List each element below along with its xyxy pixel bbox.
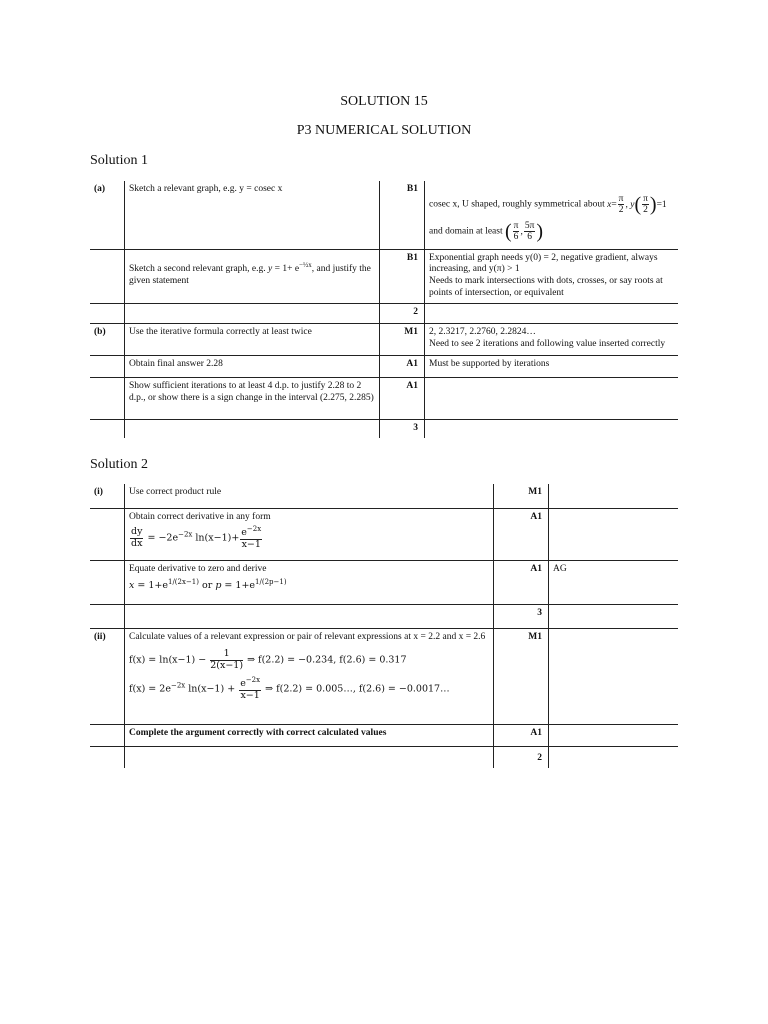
mark: M1 xyxy=(494,628,549,724)
guidance-text: cosec x, U shaped, roughly symmetrical about xyxy=(429,199,605,210)
table-row xyxy=(90,249,678,304)
expression-1-formula: f(x) = ln(x−1) − $\frac{1}{2(x-1)}$ ⇒ f(2.2) = −0.234, f(2.6) = 0.317 xyxy=(129,648,407,671)
table-row xyxy=(90,560,678,604)
criterion xyxy=(125,508,494,560)
mark: B1 xyxy=(380,181,425,249)
table-row xyxy=(90,628,678,724)
criterion-text: Calculate values of a relevant expression or pair of relevant expressions at x = 2.2 and x = 2.6 xyxy=(129,631,486,642)
guidance-text: 2, 2.3217, 2.2760, 2.2824… xyxy=(429,327,536,337)
criterion xyxy=(125,560,494,604)
table-row xyxy=(90,746,678,768)
mark: M1 xyxy=(494,484,549,508)
solution-2-heading: Solution 2 xyxy=(90,457,148,472)
solution-1-heading: Solution 1 xyxy=(90,153,148,168)
part-label xyxy=(90,249,125,304)
criterion-text: Obtain correct derivative in any form xyxy=(129,511,271,522)
guidance: Must be supported by iterations xyxy=(425,356,679,378)
table-row xyxy=(90,181,678,249)
criterion: Use correct product rule xyxy=(125,484,494,508)
part-label: (a) xyxy=(90,181,125,249)
criterion: Complete the argument correctly with correct calculated values xyxy=(125,724,494,746)
guidance-text: Needs to mark intersections with dots, crosses, or say roots at points of intersection, or equivalent xyxy=(429,276,663,299)
mark: M1 xyxy=(380,324,425,356)
criterion xyxy=(125,249,380,304)
table-row xyxy=(90,724,678,746)
table-row xyxy=(90,604,678,628)
guidance xyxy=(425,249,679,304)
table-row xyxy=(90,508,678,560)
result-formula: $x = 1+e^{1/(2x-1)}$ or $p = 1+e^{1/(2p-1)}$ xyxy=(129,578,287,592)
mark: B1 xyxy=(380,249,425,304)
solution-2-table xyxy=(90,484,678,768)
guidance-text: Exponential graph needs y(0) = 2, negative gradient, always increasing, and y(π) > 1 xyxy=(429,252,658,275)
guidance xyxy=(425,181,679,249)
criterion-text: Equate derivative to zero and derive xyxy=(129,563,267,574)
part-label: (ii) xyxy=(90,628,125,724)
mark-total: 3 xyxy=(380,420,425,438)
document-subtitle: P3 NUMERICAL SOLUTION xyxy=(296,123,472,138)
table-row xyxy=(90,356,678,378)
criterion: Sketch a relevant graph, e.g. y = cosec x xyxy=(125,181,380,249)
guidance-text: Need to see 2 iterations and following value inserted correctly xyxy=(429,338,666,349)
domain-formula: ( $\frac{\pi}{6}$ , $\frac{5\pi}{6}$ ) xyxy=(504,220,544,242)
criterion-text: Sketch a second relevant graph, e.g. xyxy=(129,263,266,274)
criterion xyxy=(125,628,494,724)
mark-total: 2 xyxy=(494,746,549,768)
guidance-text: and domain at least xyxy=(429,226,503,237)
guidance: AG xyxy=(549,560,679,604)
derivative-formula: $\frac{dy}{dx}$ = $-2e^{-2x}$ ln(x−1)+ $\frac{e^{-2x}}{x-1}$ xyxy=(131,525,262,550)
mark-total: 3 xyxy=(494,604,549,628)
table-row xyxy=(90,304,678,324)
mark: A1 xyxy=(494,724,549,746)
table-row xyxy=(90,484,678,508)
mark: A1 xyxy=(494,508,549,560)
solution-1-table xyxy=(90,181,678,438)
guidance xyxy=(425,324,679,356)
part-label: (i) xyxy=(90,484,125,508)
table-row xyxy=(90,420,678,438)
criterion: Use the iterative formula correctly at least twice xyxy=(125,324,380,356)
symmetry-formula: x= $\frac{\pi}{2}$ , y( $\frac{\pi}{2}$ )=1 xyxy=(607,193,667,215)
expression-2-formula: $f(x) = 2e^{-2x}$ ln(x−1) + $\frac{e^{-2x}}{x-1}$ ⇒ f(2.2) = 0.005…, f(2.6) = −0.0017… xyxy=(129,676,450,701)
criterion: Obtain final answer 2.28 xyxy=(125,356,380,378)
document-title: SOLUTION 15 xyxy=(340,94,428,109)
table-row xyxy=(90,378,678,420)
table-row xyxy=(90,324,678,356)
criterion-text: , and justify the given statement xyxy=(129,263,371,286)
second-graph-formula: $y = 1+ e^{-\frac{1}{2}x}$ xyxy=(268,260,312,274)
criterion: Show sufficient iterations to at least 4 d.p. to justify 2.28 to 2 d.p., or show there is a sign change in the interval (2.275, 2.285) xyxy=(125,378,380,420)
mark: A1 xyxy=(380,356,425,378)
mark-total: 2 xyxy=(380,304,425,324)
part-label: (b) xyxy=(90,324,125,356)
mark: A1 xyxy=(494,560,549,604)
mark: A1 xyxy=(380,378,425,420)
